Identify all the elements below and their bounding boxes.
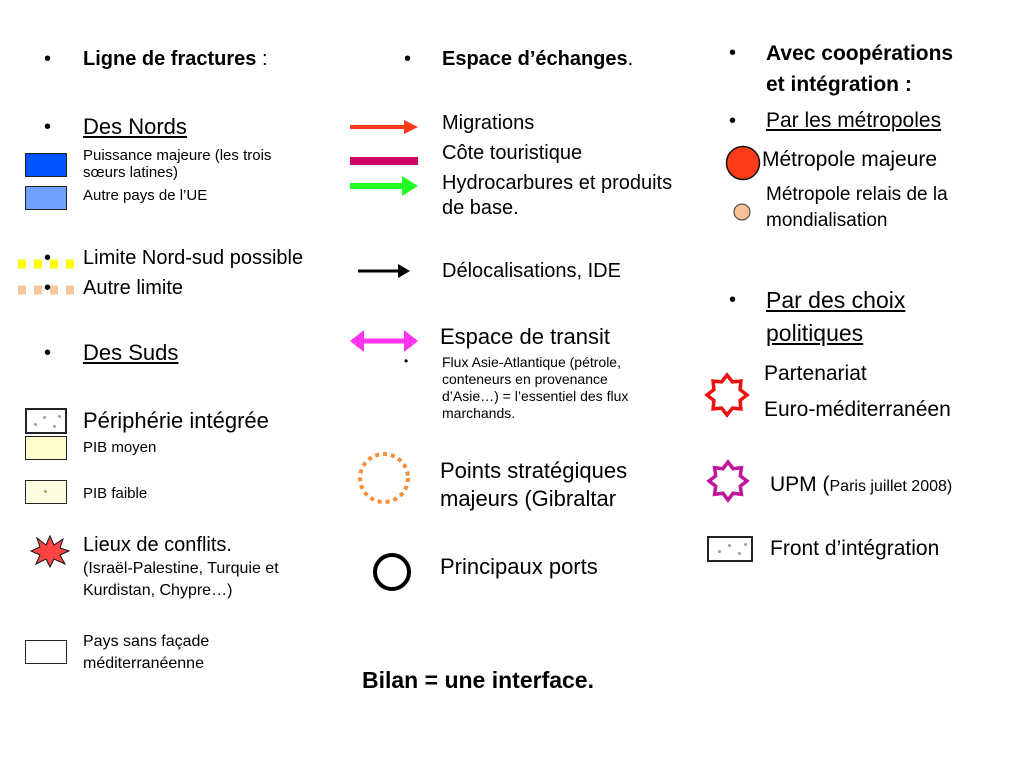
autre-limite-label: Autre limite — [83, 277, 184, 299]
coop-line-2: et intégration : — [766, 73, 912, 96]
flux-line-4: marchands. — [442, 405, 516, 421]
sans-facade-line-2: méditerranéenne — [83, 655, 204, 672]
metro-relais-line-2: mondialisation — [766, 210, 888, 231]
nords-heading: Des Nords — [83, 114, 187, 139]
pib-moyen-label: PIB moyen — [83, 439, 157, 456]
yellow-box-icon — [25, 436, 67, 460]
small-peach-circle-icon — [732, 202, 752, 222]
migrations-label: Migrations — [442, 112, 535, 134]
circle-icon — [371, 551, 413, 593]
bullet: • — [729, 110, 737, 132]
autre-ue-label: Autre pays de l’UE — [83, 187, 208, 204]
bilan-text: Bilan = une interface. — [362, 667, 594, 693]
bullet: • — [404, 48, 412, 70]
metro-majeure-label: Métropole majeure — [762, 148, 938, 171]
bullet: • — [44, 48, 52, 70]
bullet: • — [404, 354, 409, 368]
dotted-box-icon — [707, 536, 753, 562]
flux-line-3: d’Asie…) = l’essentiel des flux — [442, 388, 629, 404]
bullet: • — [44, 342, 52, 364]
periph-label: Périphérie intégrée — [83, 408, 269, 433]
limite-ns-label: Limite Nord-sud possible — [83, 247, 304, 269]
echanges-heading: Espace d’échanges. — [442, 48, 634, 70]
points-line-2: majeurs (Gibraltar — [440, 486, 617, 511]
empty-box-icon — [25, 640, 67, 664]
explosion-icon — [30, 534, 70, 568]
bullet: • — [44, 116, 52, 138]
bullet: • — [729, 42, 737, 64]
choix-line-1: Par des choix — [766, 287, 906, 313]
bullet: • — [44, 247, 52, 269]
green-arrow-icon — [348, 173, 420, 199]
ports-label: Principaux ports — [440, 554, 598, 579]
coop-line-1: Avec coopérations — [766, 42, 954, 65]
flux-line-1: Flux Asie-Atlantique (pétrole, — [442, 354, 621, 370]
front-label: Front d’intégration — [770, 537, 940, 560]
choix-line-2: politiques — [766, 320, 864, 346]
red-circle-icon — [724, 144, 762, 182]
metro-relais-line-1: Métropole relais de la — [766, 184, 948, 205]
dotted-yellow-box-icon — [25, 480, 67, 504]
red-arrow-icon — [348, 116, 420, 138]
black-arrow-icon — [356, 261, 412, 281]
purple-star-icon — [706, 459, 750, 503]
conflits-line-2: (Israël-Palestine, Turquie et — [83, 560, 279, 577]
delocalisations-label: Délocalisations, IDE — [442, 260, 621, 282]
upm-label: UPM (Paris juillet 2008) — [770, 473, 953, 496]
hydro-label-2: de base. — [442, 197, 519, 219]
points-line-1: Points stratégiques — [440, 458, 628, 483]
magenta-line-icon — [348, 155, 420, 167]
bullet: • — [729, 289, 737, 311]
sans-facade-line-1: Pays sans façade — [83, 633, 210, 650]
dotted-circle-icon — [356, 450, 412, 506]
suds-heading: Des Suds — [83, 340, 179, 365]
bullet: • — [44, 277, 52, 299]
pib-faible-label: PIB faible — [83, 485, 148, 502]
transit-heading: Espace de transit — [440, 324, 610, 349]
hydro-label-1: Hydrocarbures et produits — [442, 172, 673, 194]
puissance-label-2: sœurs latines) — [83, 164, 179, 181]
puissance-label-1: Puissance majeure (les trois — [83, 147, 272, 164]
light-blue-square-icon — [25, 186, 67, 210]
flux-line-2: conteneurs en provenance — [442, 371, 608, 387]
partenariat-label: Partenariat — [764, 362, 867, 385]
fractures-heading: Ligne de fractures : — [83, 48, 268, 70]
conflits-heading: Lieux de conflits. — [83, 534, 232, 556]
double-arrow-icon — [348, 327, 420, 355]
blue-square-icon — [25, 153, 67, 177]
dotted-box-icon — [25, 408, 67, 434]
euromed-label: Euro-méditerranéen — [764, 398, 951, 421]
touristique-label: Côte touristique — [442, 142, 583, 164]
red-star-icon — [704, 372, 750, 418]
conflits-line-3: Kurdistan, Chypre…) — [83, 582, 233, 599]
metropoles-heading: Par les métropoles — [766, 109, 942, 132]
